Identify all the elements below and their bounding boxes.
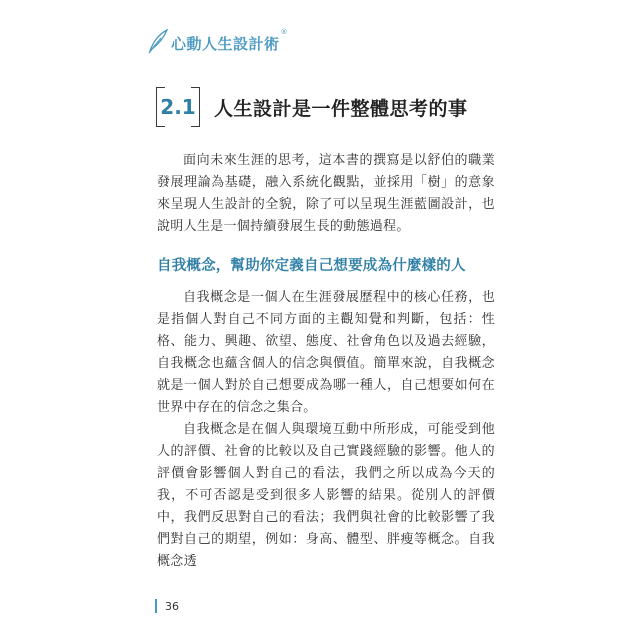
running-header: [147, 28, 288, 54]
section-number-box: [156, 87, 200, 127]
subheading: 自我概念，幫助你定義自己想要成為什麼樣的人: [157, 258, 466, 274]
book-title: 心動人生設計術: [171, 35, 280, 53]
paragraph-1: 自我概念是一個人在生涯發展歷程中的核心任務，也是指個人對自己不同方面的主觀知覺和判斷，包括：性格、能力、興趣、欲望、態度、社會角色以及過去經驗，自我概念也蘊含個人的信念與價值。簡單來說，自我概念就是一個人對於自己想要成為哪一種人，自己想要如何在世界中存在的信念之集合。: [157, 290, 495, 415]
section-title: 人生設計是一件整體思考的事: [214, 97, 468, 120]
registered-mark: ®: [280, 28, 288, 36]
page-number-bar: [155, 599, 157, 613]
intro-paragraph: 面向未來生涯的思考，這本書的撰寫是以舒伯的職業發展理論為基礎，融入系統化觀點，並採用「樹」的意象來呈現人生設計的全貌，除了可以呈現生涯藍圖設計，也說明人生是一個持續發展生長的動態過程。: [157, 153, 495, 234]
feather-icon: [147, 28, 169, 54]
section-heading: [156, 87, 468, 127]
paragraph-2: 自我概念是在個人與環境互動中所形成，可能受到他人的評價、社會的比較以及自己實踐經驗的影響。他人的評價會影響個人對自己的看法，我們之所以成為今天的我，不可否認是受到很多人影響的結果。從別人的評價中，我們反思對自己的看法；我們與社會的比較影響了我們對自己的期望，例如：身高、體型、胖瘦等概念。自我概念透: [157, 422, 495, 569]
section-number: 2.1: [160, 95, 196, 119]
page-number-text: 36: [165, 599, 179, 613]
page-number: [155, 599, 179, 613]
body-text: [157, 150, 495, 573]
